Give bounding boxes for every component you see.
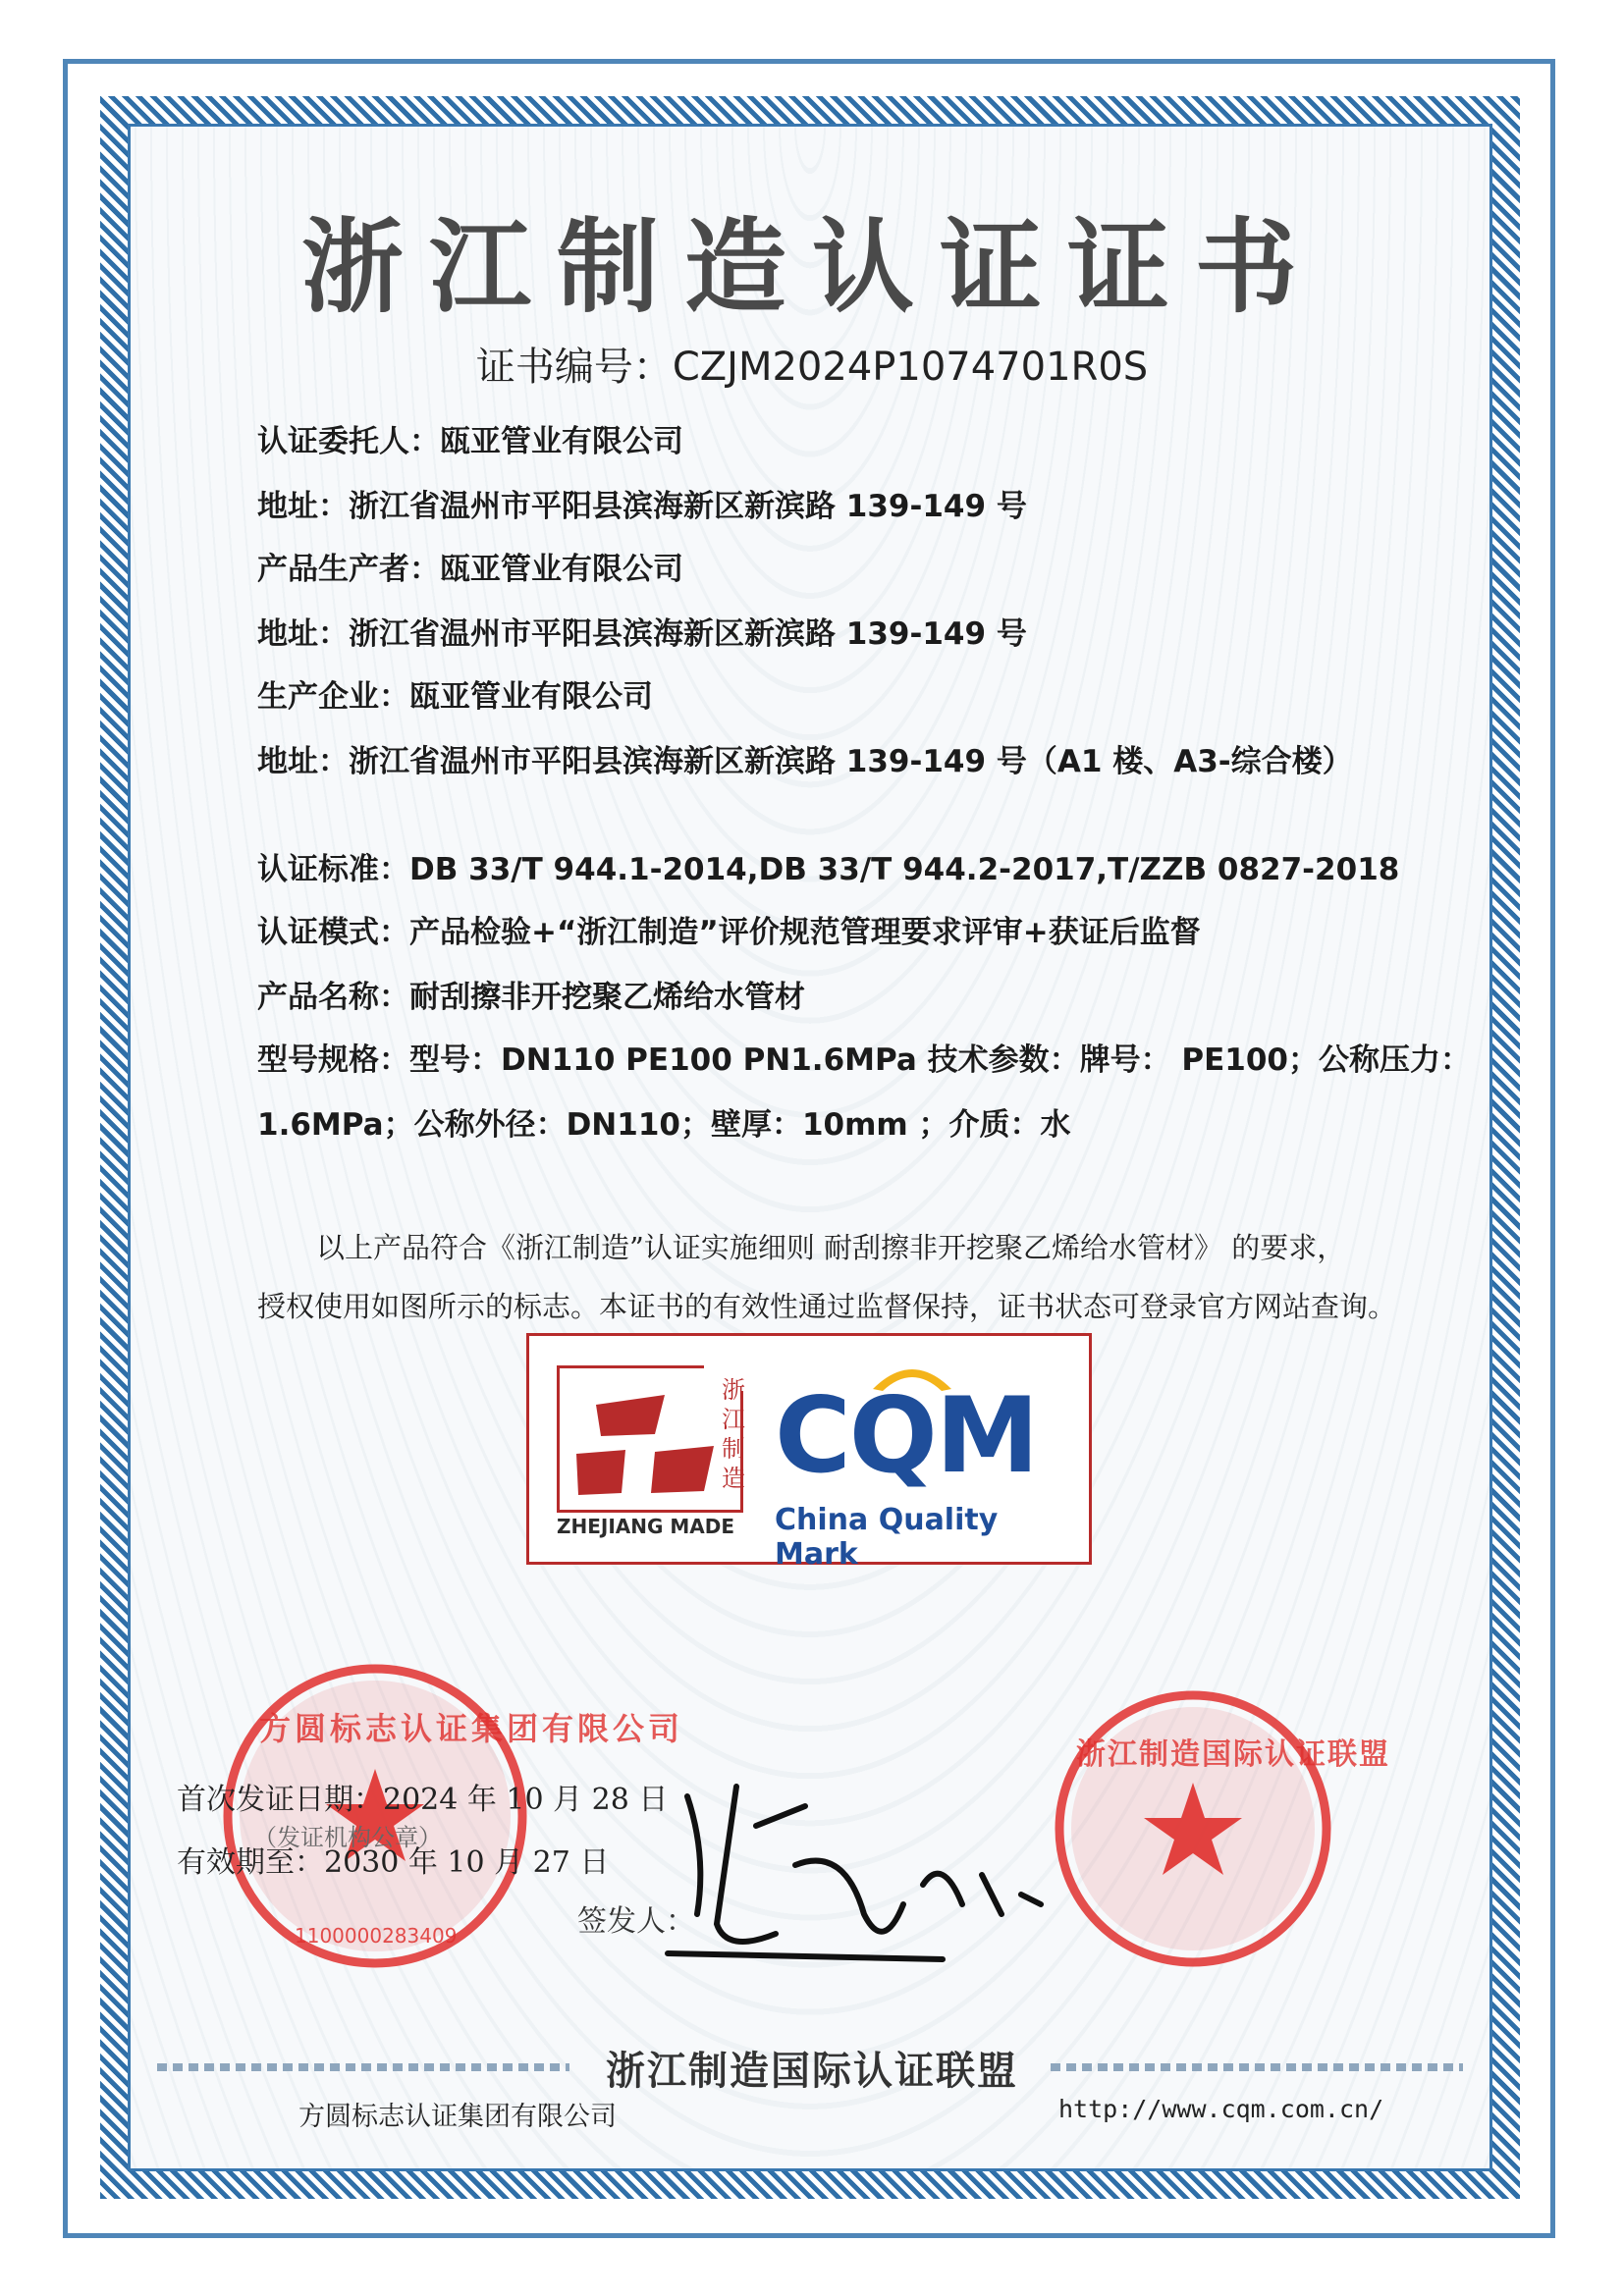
cqm-subtitle: China Quality Mark [775,1503,999,1572]
footer-deco-right [1051,2063,1463,2071]
left-seal-text: 方圆标志认证集团有限公司 [259,1710,684,1747]
statement-line-1: 以上产品符合《浙江制造”认证实施细则 耐刮擦非开挖聚乙烯给水管材》 的要求， [316,1231,1346,1264]
zhejiang-made-mark [557,1365,743,1513]
issuer-seal-note: （发证机构公章） [253,1824,442,1851]
zhejiang-made-label: ZHEJIANG MADE [557,1515,735,1538]
cert-standard: 认证标准：DB 33/T 944.1-2014,DB 33/T 944.2-2017,T/ZZB 0827-2018 [257,852,1400,887]
alliance-name: 浙江制造国际认证联盟 [606,2049,1018,2094]
client-address: 地址：浙江省温州市平阳县滨海新区新滨路 139-149 号 [257,489,1027,524]
left-seal-code: 1100000283409 [295,1924,458,1948]
producer-field: 产品生产者：瓯亚管业有限公司 [257,552,683,587]
first-issue-date: 首次发证日期：2024 年 10 月 28 日 [177,1783,669,1817]
statement-line-2: 授权使用如图所示的标志。本证书的有效性通过监督保持，证书状态可登录官方网站查询。 [257,1290,1397,1323]
certificate-number: 证书编号：CZJM2024P1074701R0S [475,345,1149,390]
signature [648,1767,1060,1973]
right-seal-text: 浙江制造国际认证联盟 [1076,1737,1390,1772]
certification-logo [526,1333,1092,1572]
manufacturer-address: 地址：浙江省温州市平阳县滨海新区新滨路 139-149 号（A1 楼、A3-综合楼） [257,744,1353,779]
client-field: 认证委托人：瓯亚管业有限公司 [257,424,683,459]
cqm-logo-text: CQM [775,1375,1038,1496]
product-name: 产品名称：耐刮擦非开挖聚乙烯给水管材 [257,980,805,1015]
model-spec: 型号规格：型号：DN110 PE100 PN1.6MPa 技术参数：牌号： PE100；公称压力： [257,1042,1472,1078]
manufacturer-field: 生产企业：瓯亚管业有限公司 [257,679,653,715]
zhejiang-made-side-text: 浙江制造 [722,1376,745,1492]
producer-address: 地址：浙江省温州市平阳县滨海新区新滨路 139-149 号 [257,616,1027,652]
cert-mode: 认证模式：产品检验+“浙江制造”评价规范管理要求评审+获证后监督 [257,915,1201,950]
valid-until-date: 有效期至：2030 年 10 月 27 日 [177,1845,610,1880]
footer-company: 方圆标志认证集团有限公司 [298,2102,617,2132]
footer-url[interactable]: http://www.cqm.com.cn/ [1058,2095,1384,2123]
certificate-title: 浙江制造认证证书 [300,206,1323,327]
model-spec-cont: 1.6MPa；公称外径：DN110；壁厚：10mm ；介质：水 [257,1107,1071,1143]
signatory-label: 签发人： [577,1904,695,1939]
